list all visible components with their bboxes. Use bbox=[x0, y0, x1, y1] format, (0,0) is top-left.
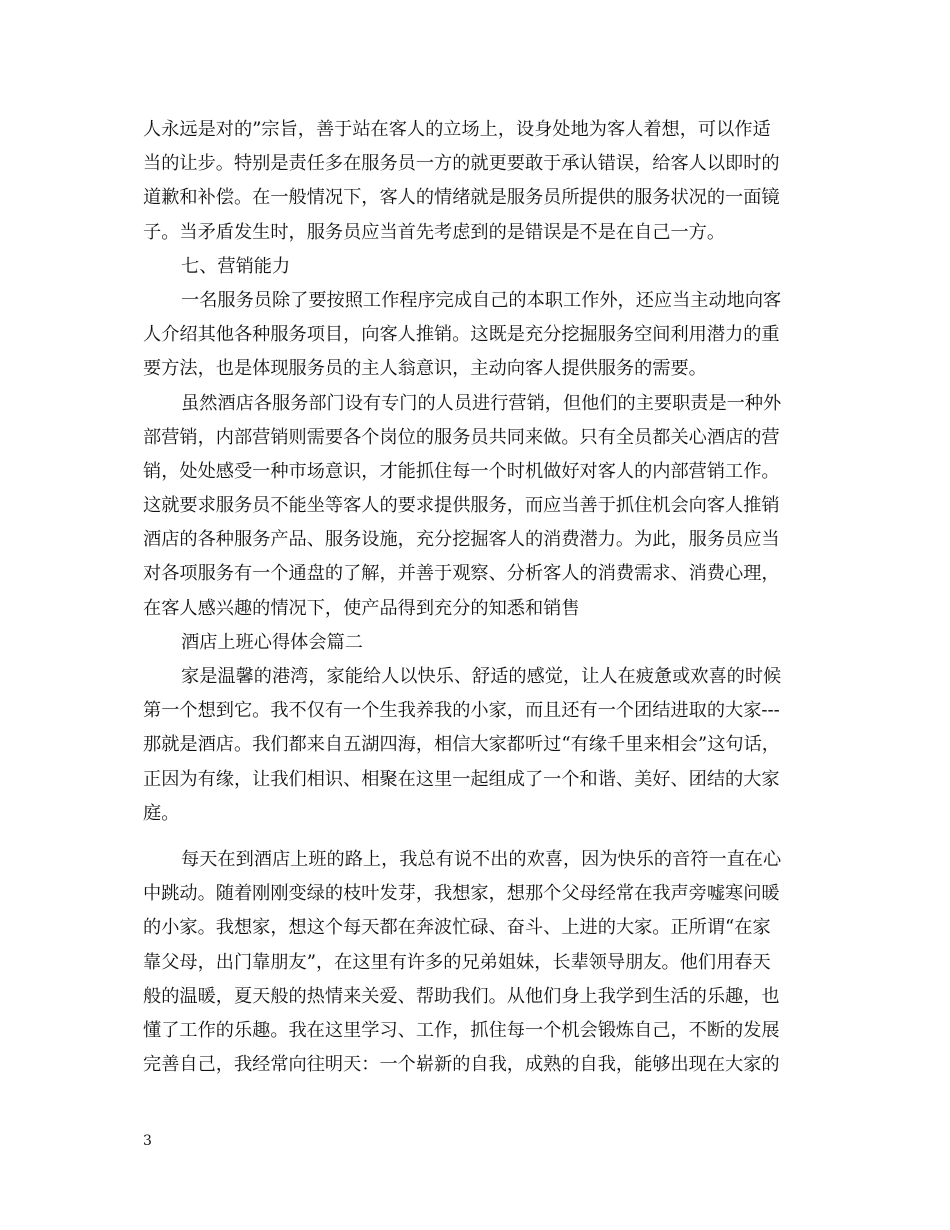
text-line: 一名服务员除了要按照工作程序完成自己的本职工作外，还应当主动地向客 bbox=[181, 289, 782, 311]
text-line: 那就是酒店。我们都来自五湖四海，相信大家都听过“有缘千里来相会”这句话， bbox=[143, 734, 780, 756]
text-line: 销，处处感受一种市场意识，才能抓住每一个时机做好对客人的内部营销工作。 bbox=[143, 460, 780, 482]
text-line: 子。当矛盾发生时，服务员应当首先考虑到的是错误是不是在自己一方。 bbox=[143, 221, 726, 243]
text-line: 般的温暖，夏天般的热情来关爱、帮助我们。从他们身上我学到生活的乐趣，也 bbox=[143, 985, 780, 1007]
text-line: 家是温馨的港湾，家能给人以快乐、舒适的感觉，让人在疲惫或欢喜的时候 bbox=[181, 666, 782, 687]
text-line: 每天在到酒店上班的路上，我总有说不出的欢喜，因为快乐的音符一直在心 bbox=[181, 848, 782, 870]
text-line: 对各项服务有一个通盘的了解，并善于观察、分析客人的消费需求、消费心理， bbox=[143, 563, 780, 585]
text-line: 当的让步。特别是责任多在服务员一方的就更要敢于承认错误，给客人以即时的 bbox=[143, 153, 780, 175]
section-heading: 七、营销能力 bbox=[181, 255, 291, 277]
text-line: 完善自己，我经常向往明天：一个崭新的自我，成熟的自我，能够出现在大家的 bbox=[143, 1054, 780, 1076]
text-line: 道歉和补偿。在一般情况下，客人的情绪就是服务员所提供的服务状况的一面镜 bbox=[143, 187, 780, 209]
text-line: 虽然酒店各服务部门设有专门的人员进行营销，但他们的主要职责是一种外 bbox=[181, 392, 782, 414]
text-line: 在客人感兴趣的情况下，使产品得到充分的知悉和销售 bbox=[143, 597, 580, 619]
paragraph-gap bbox=[143, 831, 815, 843]
text-line: 的小家。我想家，想这个每天都在奔波忙碌、奋斗、上进的大家。正所谓“在家 bbox=[143, 917, 771, 939]
text-line: 酒店的各种服务产品、服务设施，充分挖掘客人的消费潜力。为此，服务员应当 bbox=[143, 529, 780, 551]
text-line: 部营销，内部营销则需要各个岗位的服务员共同来做。只有全员都关心酒店的营 bbox=[143, 426, 780, 448]
section-heading: 酒店上班心得体会篇二 bbox=[181, 631, 363, 653]
text-line: 靠父母，出门靠朋友”，在这里有许多的兄弟姐妹，长辈领导朋友。他们用春天 bbox=[143, 951, 771, 973]
text-line: 懂了工作的乐趣。我在这里学习、工作，抓住每一个机会锻炼自己，不断的发展 bbox=[143, 1019, 780, 1041]
text-line: 中跳动。随着刚刚变绿的枝叶发芽，我想家，想那个父母经常在我声旁嘘寒问暖 bbox=[143, 883, 780, 905]
page-number: 3 bbox=[143, 1133, 152, 1149]
text-line: 第一个想到它。我不仅有一个生我养我的小家，而且还有一个团结进取的大家--- bbox=[143, 700, 780, 722]
text-line: 人永远是对的”宗旨，善于站在客人的立场上，设身处地为客人着想，可以作适 bbox=[143, 119, 771, 140]
text-line: 要方法，也是体现服务员的主人翁意识，主动向客人提供服务的需要。 bbox=[143, 358, 707, 380]
text-line: 这就要求服务员不能坐等客人的要求提供服务，而应当善于抓住机会向客人推销 bbox=[143, 495, 780, 517]
text-line: 人介绍其他各种服务项目，向客人推销。这既是充分挖掘服务空间利用潜力的重 bbox=[143, 324, 780, 346]
page-body bbox=[143, 113, 815, 1082]
text-line: 正因为有缘，让我们相识、相聚在这里一起组成了一个和谐、美好、团结的大家 bbox=[143, 768, 780, 790]
text-line: 庭。 bbox=[143, 802, 180, 824]
